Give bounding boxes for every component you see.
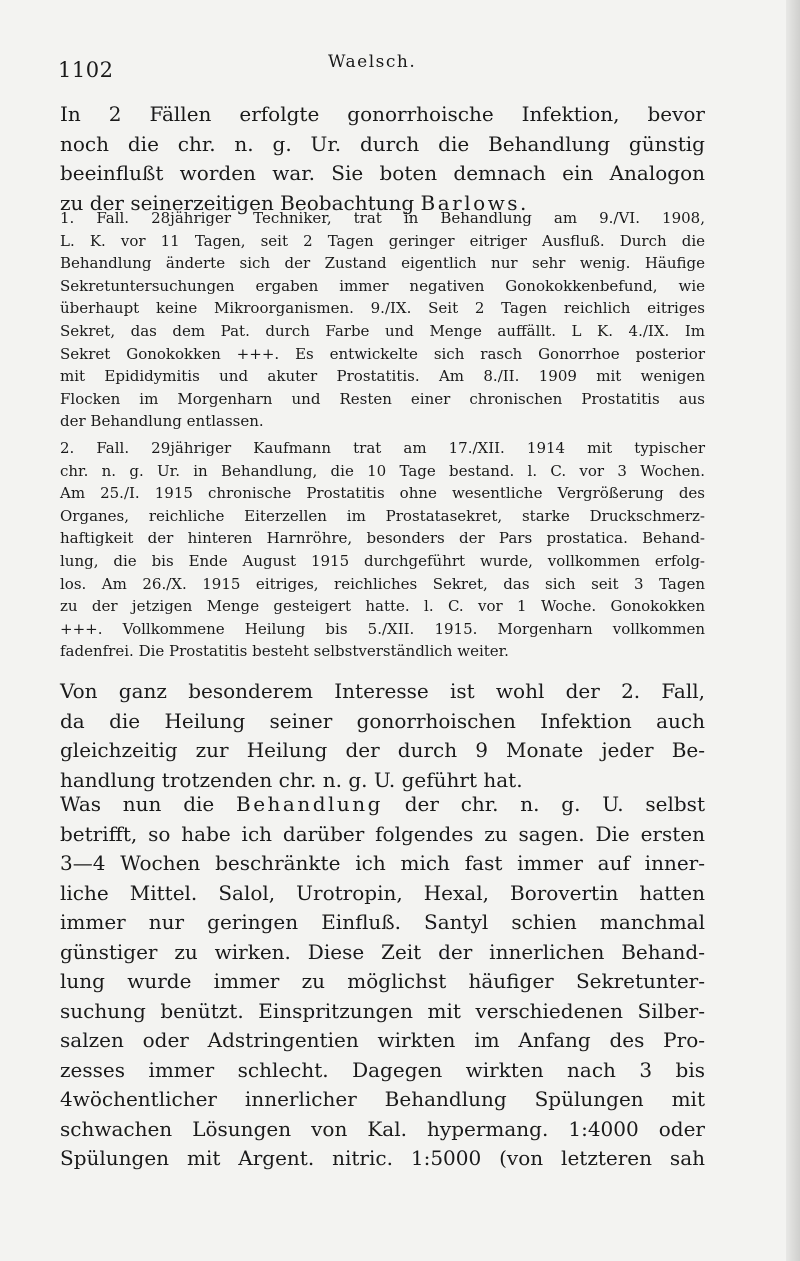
text-line: günstiger zu wirken. Diese Zeit der innerlichen Behand-	[60, 939, 705, 964]
page-edge-shadow	[786, 0, 800, 1261]
case-report-2	[60, 437, 705, 663]
text-line: chr. n. g. Ur. in Behandlung, die 10 Tage bestand. l. C. vor 3 Wochen.	[60, 461, 705, 480]
text-line: lung wurde immer zu möglichst häufiger Sekretunter-	[60, 969, 705, 993]
text-line: Sekretuntersuchungen ergaben immer negativen Gonokokkenbefund, wie	[60, 276, 705, 295]
text-line: zu der jetzigen Menge gesteigert hatte. l. C. vor 1 Woche. Gonokokken	[60, 597, 705, 616]
text-line: los. Am 26./X. 1915 eitriges, reichliches Sekret, das sich seit 3 Tagen	[60, 574, 705, 593]
text-line: 1. Fall. 28jähriger Techniker, trat in Behandlung am 9./VI. 1908,	[60, 209, 705, 227]
text-line: gleichzeitig zur Heilung der durch 9 Monate jeder Be-	[60, 738, 705, 762]
text-line: überhaupt keine Mikroorganismen. 9./IX. Seit 2 Tagen reichlich eitriges	[60, 299, 705, 318]
text-line: noch die chr. n. g. Ur. durch die Behandlung günstig	[60, 131, 705, 156]
text-line: betrifft, so habe ich darüber folgendes zu sagen. Die ersten	[60, 821, 705, 846]
text-line: fadenfrei. Die Prostatitis besteht selbstverständlich weiter.	[60, 642, 509, 661]
text-line: mit Epididymitis und akuter Prostatitis. Am 8./II. 1909 mit wenigen	[60, 367, 705, 386]
text-line: da die Heilung seiner gonorrhoischen Infektion auch	[60, 708, 705, 733]
text-line: der Behandlung entlassen.	[60, 412, 264, 431]
running-head: Waelsch.	[328, 52, 417, 72]
text-line: In 2 Fällen erfolgte gonorrhoische Infektion, bevor	[60, 102, 705, 126]
text-line	[60, 790, 705, 820]
text-line: Von ganz besonderem Interesse ist wohl der 2. Fall,	[60, 679, 705, 703]
page-header	[58, 44, 720, 84]
paragraph-intro	[60, 100, 705, 218]
text-fragment: Was nun die	[60, 792, 236, 816]
text-line: Sekret, das dem Pat. durch Farbe und Menge auffällt. L K. 4./IX. Im	[60, 321, 705, 340]
text-fragment: der chr. n. g. U. selbst	[382, 792, 705, 816]
text-line: Am 25./I. 1915 chronische Prostatitis ohne wesentliche Vergrößerung des	[60, 484, 705, 503]
text-fragment: zu der seinerzeitigen Beobachtung	[60, 190, 421, 215]
text-line: handlung trotzenden chr. n. g. U. geführt hat.	[60, 767, 523, 792]
text-line: +++. Vollkommene Heilung bis 5./XII. 1915. Morgenharn vollkommen	[60, 619, 705, 638]
text-line: haftigkeit der hinteren Harnröhre, besonders der Pars prostatica. Behand-	[60, 529, 705, 548]
text-line: beeinflußt worden war. Sie boten demnach ein Analogon	[60, 161, 705, 185]
text-line: Sekret Gonokokken +++. Es entwickelte sich rasch Gonorrhoe posterior	[60, 344, 705, 363]
page-number: 1102	[58, 58, 114, 82]
text-line: salzen oder Adstringentien wirkten im Anfang des Pro-	[60, 1028, 705, 1052]
text-line: immer nur geringen Einfluß. Santyl schien manchmal	[60, 910, 705, 934]
spaced-word-behandlung: Behandlung	[236, 792, 383, 816]
text-line: lung, die bis Ende August 1915 durchgeführt wurde, vollkommen erfolg-	[60, 551, 705, 570]
text-line: suchung benützt. Einspritzungen mit verschiedenen Silber-	[60, 998, 705, 1023]
text-line: 4wöchentlicher innerlicher Behandlung Spülungen mit	[60, 1087, 705, 1111]
text-line: Flocken im Morgenharn und Resten einer chronischen Prostatitis aus	[60, 389, 705, 408]
text-line: Spülungen mit Argent. nitric. 1:5000 (von letzteren sah	[60, 1146, 705, 1170]
text-line: Behandlung änderte sich der Zustand eigentlich nur sehr wenig. Häufige	[60, 254, 705, 273]
text-line: liche Mittel. Salol, Urotropin, Hexal, Borovertin hatten	[60, 880, 705, 905]
text-line: L. K. vor 11 Tagen, seit 2 Tagen geringer eitriger Ausfluß. Durch die	[60, 231, 705, 250]
text-line: 2. Fall. 29jähriger Kaufmann trat am 17./XII. 1914 mit typischer	[60, 439, 705, 457]
paragraph-treatment	[60, 790, 705, 1174]
text-line: zesses immer schlecht. Dagegen wirkten nach 3 bis	[60, 1057, 705, 1082]
text-fragment: .	[520, 190, 527, 215]
text-line: 3—4 Wochen beschränkte ich mich fast immer auf inner-	[60, 851, 705, 875]
paragraph-interest	[60, 677, 705, 795]
case-report-1	[60, 207, 705, 433]
text-line: schwachen Lösungen von Kal. hypermang. 1:4000 oder	[60, 1116, 705, 1141]
text-line: Organes, reichliche Eiterzellen im Prostatasekret, starke Druckschmerz-	[60, 506, 705, 525]
spaced-name-barlows: Barlows	[420, 190, 521, 215]
